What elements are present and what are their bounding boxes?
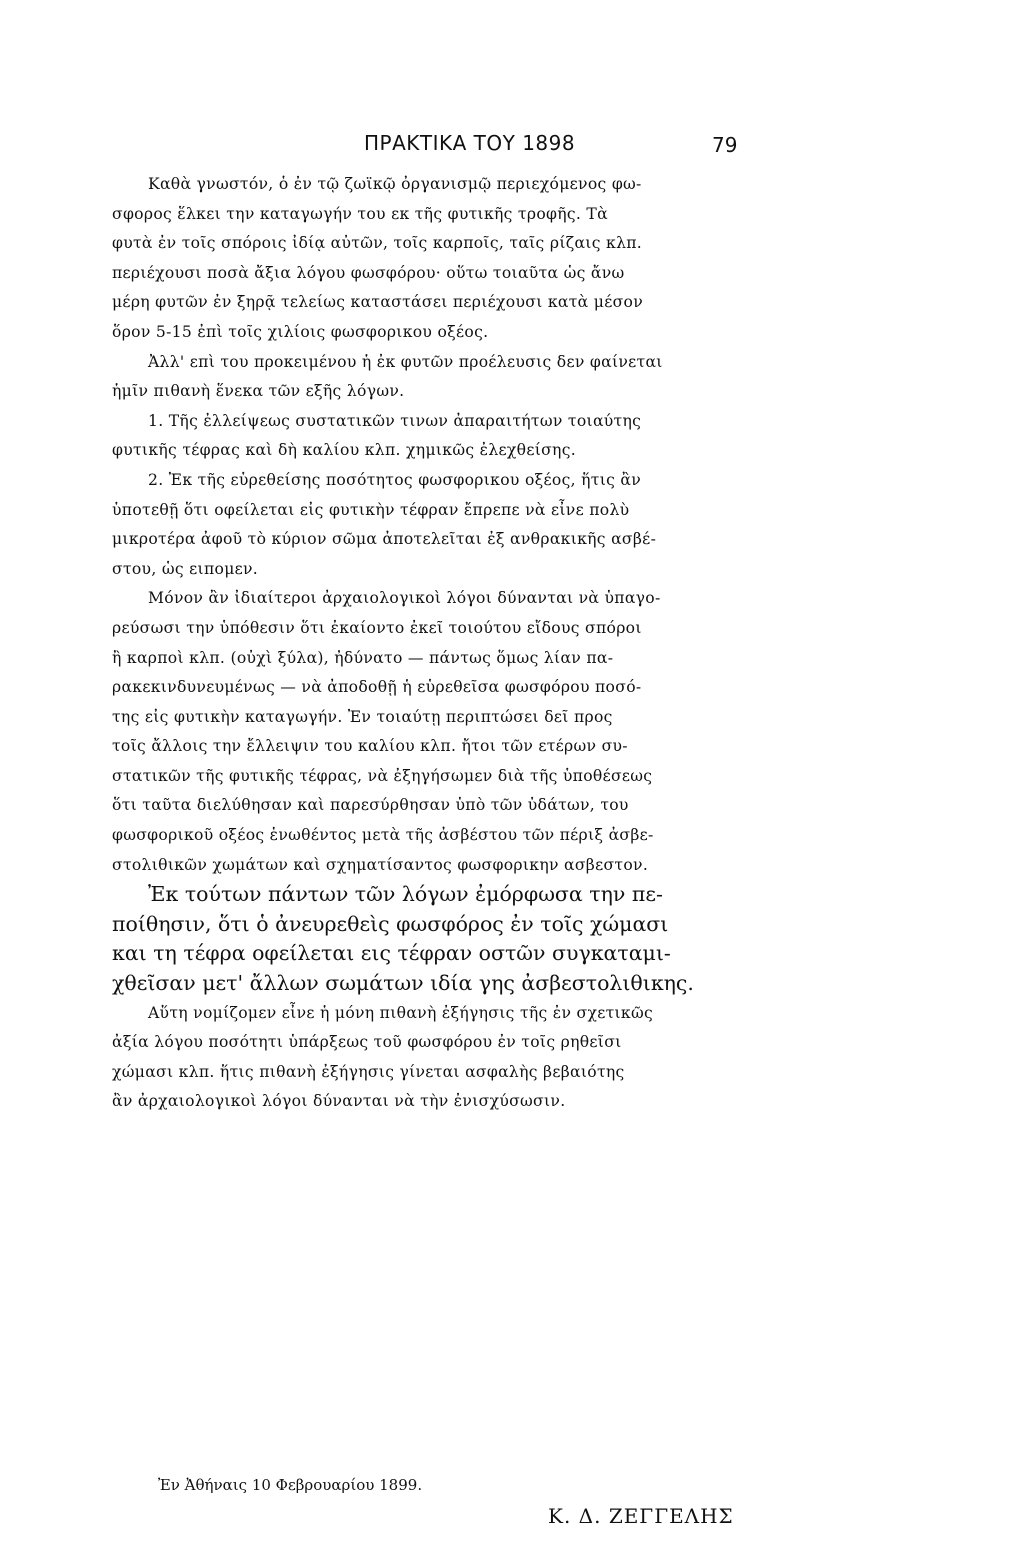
- text-line-7: Ἀλλ' επὶ του προκειμένου ἡ ἐκ φυτῶν προέλευσις δεν φαίνεται: [148, 352, 663, 371]
- text-line-21: στατικῶν τῆς φυτικῆς τέφρας, νὰ ἐξηγήσωμεν διὰ τῆς ὑποθέσεως: [112, 766, 653, 785]
- text-line-8: ἡμῖν πιθανὴ ἕνεκα τῶν εξῆς λόγων.: [112, 382, 405, 401]
- text-line-14: στου, ὡς ειπομεν.: [112, 559, 259, 578]
- text-line-15: Μόνον ἂν ἰδιαίτεροι ἀρχαιολογικοὶ λόγοι δύνανται νὰ ὑπαγο-: [148, 589, 661, 608]
- text-line-29: Αὕτη νομίζομεν εἶνε ἡ μόνη πιθανὴ ἐξήγησις τῆς ἐν σχετικῶς: [148, 1003, 654, 1022]
- text-line-24: στολιθικῶν χωμάτων καὶ σχηματίσαντος φωσφορικην ασβεστον.: [112, 855, 649, 874]
- page-number: 79: [712, 133, 738, 157]
- text-line-9: 1. Τῆς ἐλλείψεως συστατικῶν τινων ἀπαραιτήτων τοιαύτης: [148, 411, 642, 430]
- author-name: Κ. Δ. ΖΕΓΓΕΛΗΣ: [548, 1504, 734, 1528]
- text-line-5: μέρη φυτῶν ἐν ξηρᾷ τελείως καταστάσει περιέχουσι κατὰ μέσον: [112, 293, 643, 312]
- text-line-17: ἢ καρποὶ κλπ. (οὐχὶ ξύλα), ἠδύνατο — πάντως ὅμως λίαν πα-: [112, 648, 614, 667]
- signature-block: [0, 1476, 1024, 1528]
- text-line-26: ποίθησιν, ὅτι ὁ ἀνευρεθεὶς φωσφόρος ἐν τοῖς χώμασι: [112, 911, 669, 936]
- text-line-25: Ἐκ τούτων πάντων τῶν λόγων ἐμόρφωσα την πε-: [148, 882, 663, 907]
- text-line-2: σφορος ἕλκει την καταγωγήν του εκ τῆς φυτικῆς τροφῆς. Τὰ: [112, 204, 608, 223]
- text-line-1: Καθὰ γνωστόν, ὁ ἐν τῷ ζωϊκῷ ὀργανισμῷ περιεχόμενος φω-: [148, 175, 642, 193]
- text-line-4: περιέχουσι ποσὰ ἄξια λόγου φωσφόρου· οὕτω τοιαῦτα ὡς ἄνω: [112, 263, 625, 282]
- text-line-16: ρεύσωσι την ὑπόθεσιν ὅτι ἐκαίοντο ἐκεῖ τοιούτου εἴδους σπόροι: [112, 618, 642, 637]
- text-line-32: ἂν ἀρχαιολογικοὶ λόγοι δύνανται νὰ τὴν ἐνισχύσωσιν.: [112, 1092, 566, 1111]
- text-line-31: χώμασι κλπ. ἥτις πιθανὴ ἐξήγησις γίνεται ασφαλὴς βεβαιότης: [112, 1062, 625, 1081]
- text-line-28: χθεῖσαν μετ' ἄλλων σωμάτων ιδία γης ἀσβεστολιθικης.: [112, 971, 694, 996]
- page-header: [0, 131, 1024, 161]
- text-line-6: ὅρον 5-15 ἐπὶ τοῖς χιλίοις φωσφορικου οξέος.: [112, 322, 489, 341]
- running-title: ΠΡΑΚΤΙΚΑ ΤΟΥ 1898: [364, 131, 576, 155]
- text-line-30: ἀξία λόγου ποσότητι ὑπάρξεως τοῦ φωσφόρου ἐν τοῖς ρηθεῖσι: [112, 1033, 622, 1052]
- text-line-27: και τη τέφρα οφείλεται εις τέφραν οστῶν συγκαταμι-: [112, 941, 671, 966]
- body-text: [112, 170, 762, 1117]
- text-line-12: ὑποτεθῇ ὅτι οφείλεται εἰς φυτικὴν τέφραν ἔπρεπε νὰ εἶνε πολὺ: [112, 500, 630, 519]
- text-line-3: φυτὰ ἐν τοῖς σπόροις ἰδίᾳ αὐτῶν, τοῖς καρποῖς, ταῖς ρίζαις κλπ.: [112, 234, 643, 253]
- dateline: Ἐν Ἀθήναις 10 Φεβρουαρίου 1899.: [158, 1476, 423, 1494]
- text-line-18: ρακεκινδυνευμένως — νὰ ἀποδοθῇ ἡ εὑρεθεῖσα φωσφόρου ποσό-: [112, 678, 642, 697]
- text-line-19: της εἰς φυτικὴν καταγωγήν. Ἐν τοιαύτῃ περιπτώσει δεῖ προς: [112, 707, 613, 726]
- text-line-23: φωσφορικοῦ οξέος ἑνωθέντος μετὰ τῆς ἀσβέστου τῶν πέριξ ἀσβε-: [112, 826, 654, 845]
- text-line-20: τοῖς ἄλλοις την ἔλλειψιν του καλίου κλπ. ἤτοι τῶν ετέρων συ-: [112, 737, 628, 756]
- text-line-11: 2. Ἐκ τῆς εὑρεθείσης ποσότητος φωσφορικου οξέος, ἥτις ἂν: [148, 470, 642, 489]
- text-line-10: φυτικῆς τέφρας καὶ δὴ καλίου κλπ. χημικῶς ἐλεχθείσης.: [112, 441, 576, 460]
- text-line-13: μικροτέρα ἀφοῦ τὸ κύριον σῶμα ἀποτελεῖται ἐξ ανθρακικῆς ασβέ-: [112, 530, 657, 549]
- text-line-22: ὅτι ταῦτα διελύθησαν καὶ παρεσύρθησαν ὑπὸ τῶν ὑδάτων, του: [112, 796, 629, 815]
